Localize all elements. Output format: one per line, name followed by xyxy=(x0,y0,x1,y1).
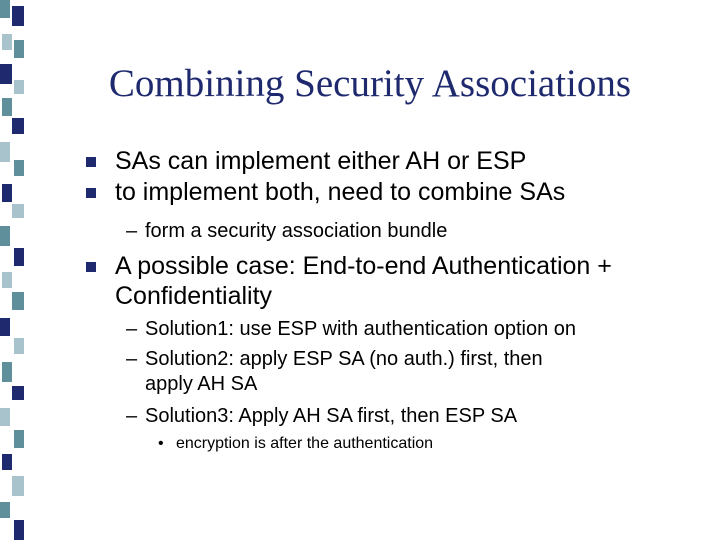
dash-marker: – xyxy=(126,220,138,242)
bullet-square-icon xyxy=(86,262,96,272)
dot-marker: • xyxy=(158,435,164,452)
bullet-square-icon xyxy=(86,157,96,167)
slide-title: Combining Security Associations xyxy=(108,62,632,105)
bullet-text: to implement both, need to combine SAs xyxy=(115,178,566,206)
sub-bullet-text: Solution2: apply ESP SA (no auth.) first, then xyxy=(145,348,543,370)
decorative-checker-strip xyxy=(0,0,26,540)
sub-bullet-text: Solution1: use ESP with authentication option on xyxy=(145,318,577,340)
bullet-text: A possible case: End-to-end Authentication + xyxy=(115,252,612,280)
dash-marker: – xyxy=(126,348,138,370)
sub-bullet-text-continued: apply AH SA xyxy=(145,373,258,395)
sub-sub-bullet-text: encryption is after the authentication xyxy=(176,435,434,452)
sub-bullet-text: form a security association bundle xyxy=(145,220,448,242)
dash-marker: – xyxy=(126,318,138,340)
bullet-text: SAs can implement either AH or ESP xyxy=(115,147,527,175)
bullet-text-continued: Confidentiality xyxy=(115,282,273,310)
bullet-square-icon xyxy=(86,188,96,198)
sub-bullet-text: Solution3: Apply AH SA first, then ESP SA xyxy=(145,405,518,427)
dash-marker: – xyxy=(126,405,138,427)
